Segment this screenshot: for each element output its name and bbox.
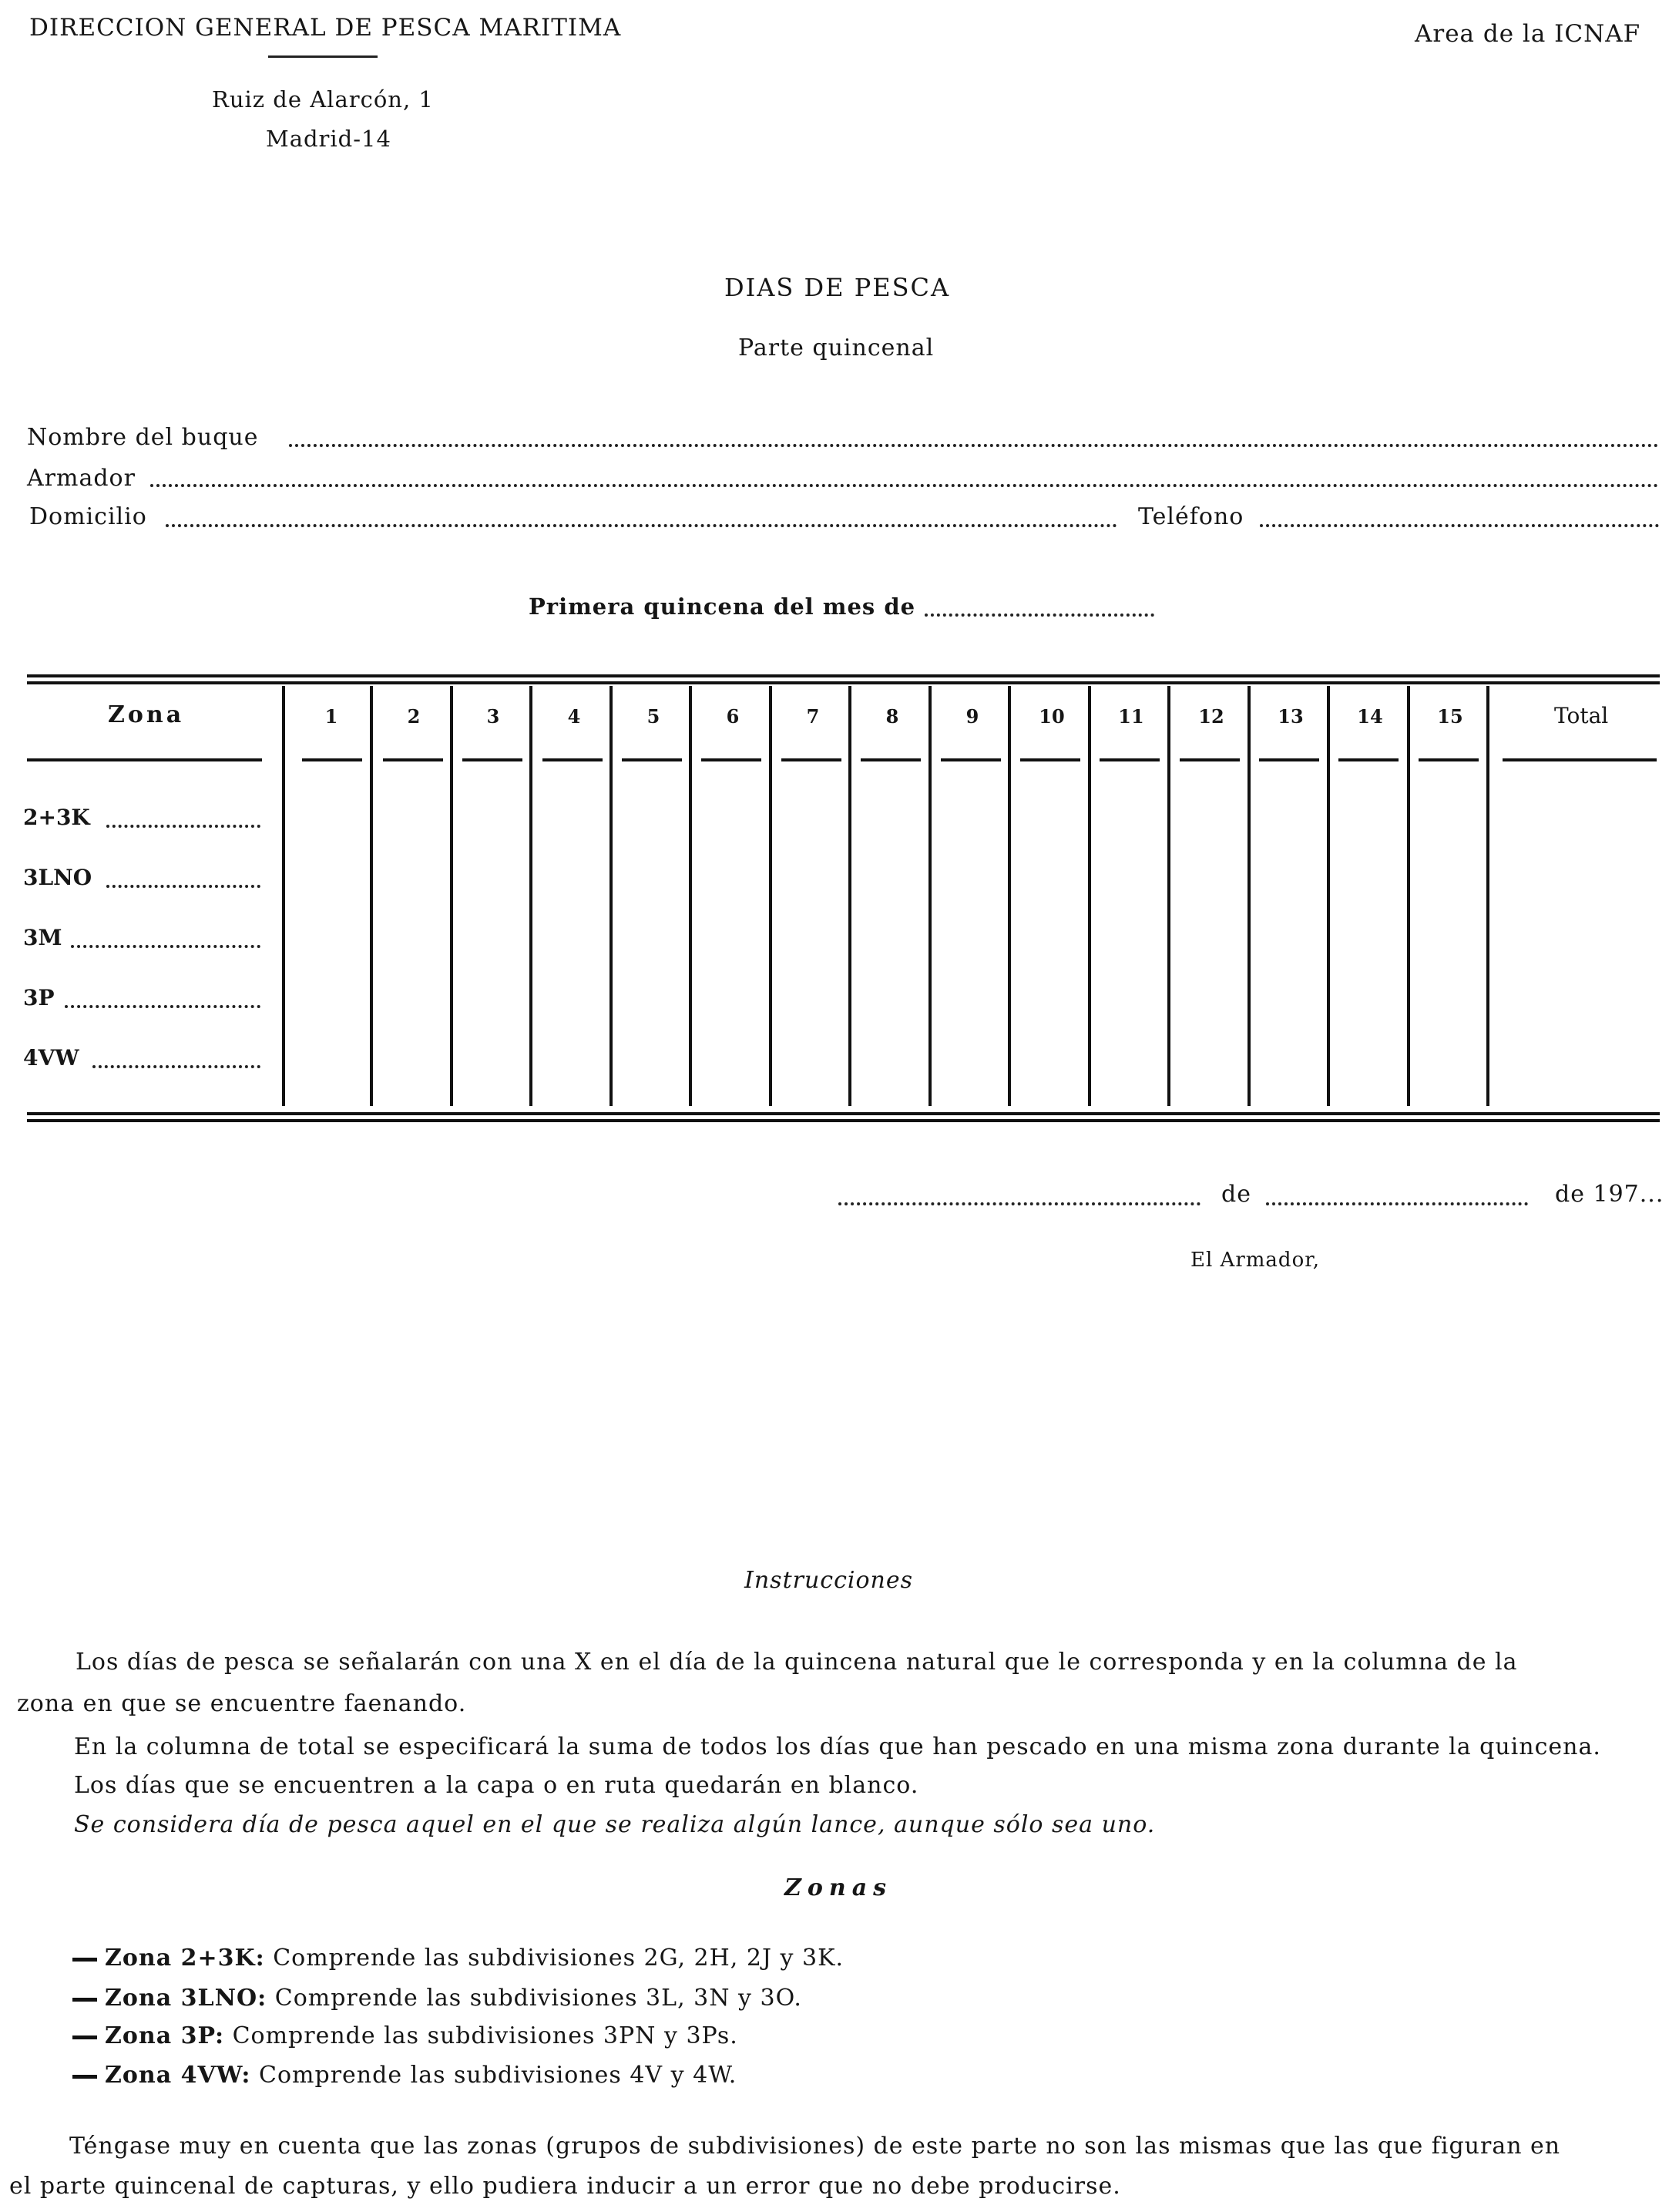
table-bottom-rule — [27, 1112, 1660, 1115]
col-line — [1088, 686, 1091, 1106]
instructions-p1-line1: Los días de pesca se señalarán con una X en el día de la quincena natural que le corresponda y en la columna de la — [76, 1649, 1518, 1676]
zona-item-label: Zona 4VW: — [105, 2062, 251, 2089]
day-5-rule — [622, 758, 682, 761]
col-line — [848, 686, 851, 1106]
zone-row-label: 3P — [23, 985, 55, 1010]
day-14-rule — [1338, 758, 1399, 761]
zona-item — [72, 2062, 737, 2089]
vessel-name-label: Nombre del buque — [27, 424, 259, 451]
zone-row-label: 3M — [23, 925, 62, 950]
day-4-rule — [542, 758, 603, 761]
day-header-2: 2 — [407, 705, 421, 728]
zona-item — [72, 1985, 802, 2012]
zona-item-label: Zona 3P: — [105, 2022, 225, 2049]
day-2-rule — [383, 758, 443, 761]
col-line — [1486, 686, 1489, 1106]
day-10-rule — [1020, 758, 1080, 761]
zona-item-text: Comprende las subdivisiones 4V y 4W. — [259, 2062, 737, 2089]
zona-item-text: Comprende las subdivisiones 2G, 2H, 2J y 3K. — [273, 1945, 845, 1972]
day-7-rule — [781, 758, 841, 761]
org-name: DIRECCION GENERAL DE PESCA MARITIMA — [29, 14, 622, 42]
day-header-1: 1 — [324, 705, 338, 728]
day-header-11: 11 — [1118, 705, 1144, 728]
day-12-rule — [1180, 758, 1240, 761]
period-month-field[interactable] — [925, 614, 1154, 617]
date-year-label: de 197... — [1555, 1181, 1664, 1208]
table-bottom-rule-2 — [27, 1119, 1660, 1122]
form-subtitle: Parte quincenal — [738, 334, 935, 361]
col-line — [1167, 686, 1170, 1106]
col-line — [609, 686, 613, 1106]
day-header-9: 9 — [965, 705, 979, 728]
instructions-p1-line2: zona en que se encuentre faenando. — [17, 1690, 467, 1717]
owner-label: Armador — [27, 465, 136, 492]
period-label: Primera quincena del mes de — [529, 593, 916, 620]
day-13-rule — [1259, 758, 1319, 761]
day-15-rule — [1419, 758, 1479, 761]
day-header-13: 13 — [1278, 705, 1304, 728]
zone-row-dots — [92, 1065, 260, 1068]
day-1-rule — [302, 758, 362, 761]
col-line — [1008, 686, 1011, 1106]
date-de-label: de — [1221, 1181, 1251, 1208]
zonas-note-line2: el parte quincenal de capturas, y ello pudiera inducir a un error que no debe producirse. — [9, 2173, 1121, 2200]
col-line — [689, 686, 692, 1106]
address-label: Domicilio — [29, 503, 147, 530]
col-line — [450, 686, 453, 1106]
table-top-rule-2 — [27, 681, 1660, 684]
address-line1: Ruiz de Alarcón, 1 — [212, 86, 434, 113]
instructions-p2: En la columna de total se especificará la suma de todos los días que han pescado en una misma zona durante la quincena. — [74, 1733, 1601, 1760]
zona-item-text: Comprende las subdivisiones 3L, 3N y 3O. — [274, 1985, 802, 2012]
total-rule — [1503, 758, 1657, 761]
instructions-p4: Se considera día de pesca aquel en el que se realiza algún lance, aunque sólo sea uno. — [74, 1811, 1156, 1838]
zone-row-label: 4VW — [23, 1045, 79, 1071]
day-header-4: 4 — [567, 705, 581, 728]
day-header-7: 7 — [806, 705, 820, 728]
zonas-note-line1: Téngase muy en cuenta que las zonas (grupos de subdivisiones) de este parte no son las mismas que las que figuran en — [69, 2133, 1561, 2160]
dash-bullet — [72, 2075, 97, 2079]
col-line — [928, 686, 932, 1106]
day-header-3: 3 — [486, 705, 500, 728]
phone-field[interactable] — [1260, 524, 1659, 527]
day-header-14: 14 — [1357, 705, 1383, 728]
day-8-rule — [861, 758, 921, 761]
zonas-heading: Zonas — [784, 1874, 893, 1901]
vessel-name-field[interactable] — [289, 444, 1659, 447]
dash-bullet — [72, 1998, 97, 2002]
day-11-rule — [1100, 758, 1160, 761]
phone-label: Teléfono — [1138, 503, 1244, 530]
col-line — [1327, 686, 1330, 1106]
signer-label: El Armador, — [1190, 1249, 1321, 1272]
zone-column-header: Zona — [108, 701, 185, 728]
zona-item-label: Zona 3LNO: — [105, 1985, 267, 2012]
col-line — [769, 686, 772, 1106]
date-month-field[interactable] — [1266, 1202, 1528, 1205]
day-header-12: 12 — [1198, 705, 1224, 728]
day-header-10: 10 — [1039, 705, 1065, 728]
dash-bullet — [72, 1958, 97, 1962]
owner-field[interactable] — [150, 484, 1659, 487]
day-6-rule — [701, 758, 761, 761]
zone-row-dots — [106, 885, 260, 888]
zone-row-dots — [106, 825, 260, 828]
table-top-rule — [27, 674, 1660, 677]
col-line — [282, 686, 285, 1106]
day-header-8: 8 — [885, 705, 899, 728]
col-line — [1247, 686, 1251, 1106]
header-underline — [268, 55, 378, 58]
dash-bullet — [72, 2036, 97, 2039]
day-header-5: 5 — [646, 705, 660, 728]
day-9-rule — [941, 758, 1001, 761]
address-field[interactable] — [166, 524, 1117, 527]
address-line2: Madrid-14 — [266, 126, 391, 152]
place-field[interactable] — [838, 1202, 1200, 1205]
total-header: Total — [1554, 703, 1609, 728]
zone-header-rule — [27, 758, 262, 761]
day-header-15: 15 — [1437, 705, 1463, 728]
day-header-6: 6 — [726, 705, 740, 728]
zone-row-dots — [65, 1005, 260, 1008]
zona-item — [72, 1945, 844, 1972]
col-line — [529, 686, 532, 1106]
zone-row-dots — [71, 945, 260, 948]
zona-item — [72, 2022, 738, 2049]
area-label: Area de la ICNAF — [1415, 20, 1641, 48]
zone-row-label: 3LNO — [23, 865, 92, 890]
col-line — [1407, 686, 1410, 1106]
zona-item-text: Comprende las subdivisiones 3PN y 3Ps. — [232, 2022, 738, 2049]
col-line — [370, 686, 373, 1106]
instructions-p3: Los días que se encuentren a la capa o en ruta quedarán en blanco. — [74, 1772, 919, 1799]
instructions-heading: Instrucciones — [744, 1567, 914, 1594]
zone-row-label: 2+3K — [23, 805, 90, 830]
zona-item-label: Zona 2+3K: — [105, 1945, 265, 1972]
form-title: DIAS DE PESCA — [724, 273, 951, 302]
day-3-rule — [462, 758, 522, 761]
